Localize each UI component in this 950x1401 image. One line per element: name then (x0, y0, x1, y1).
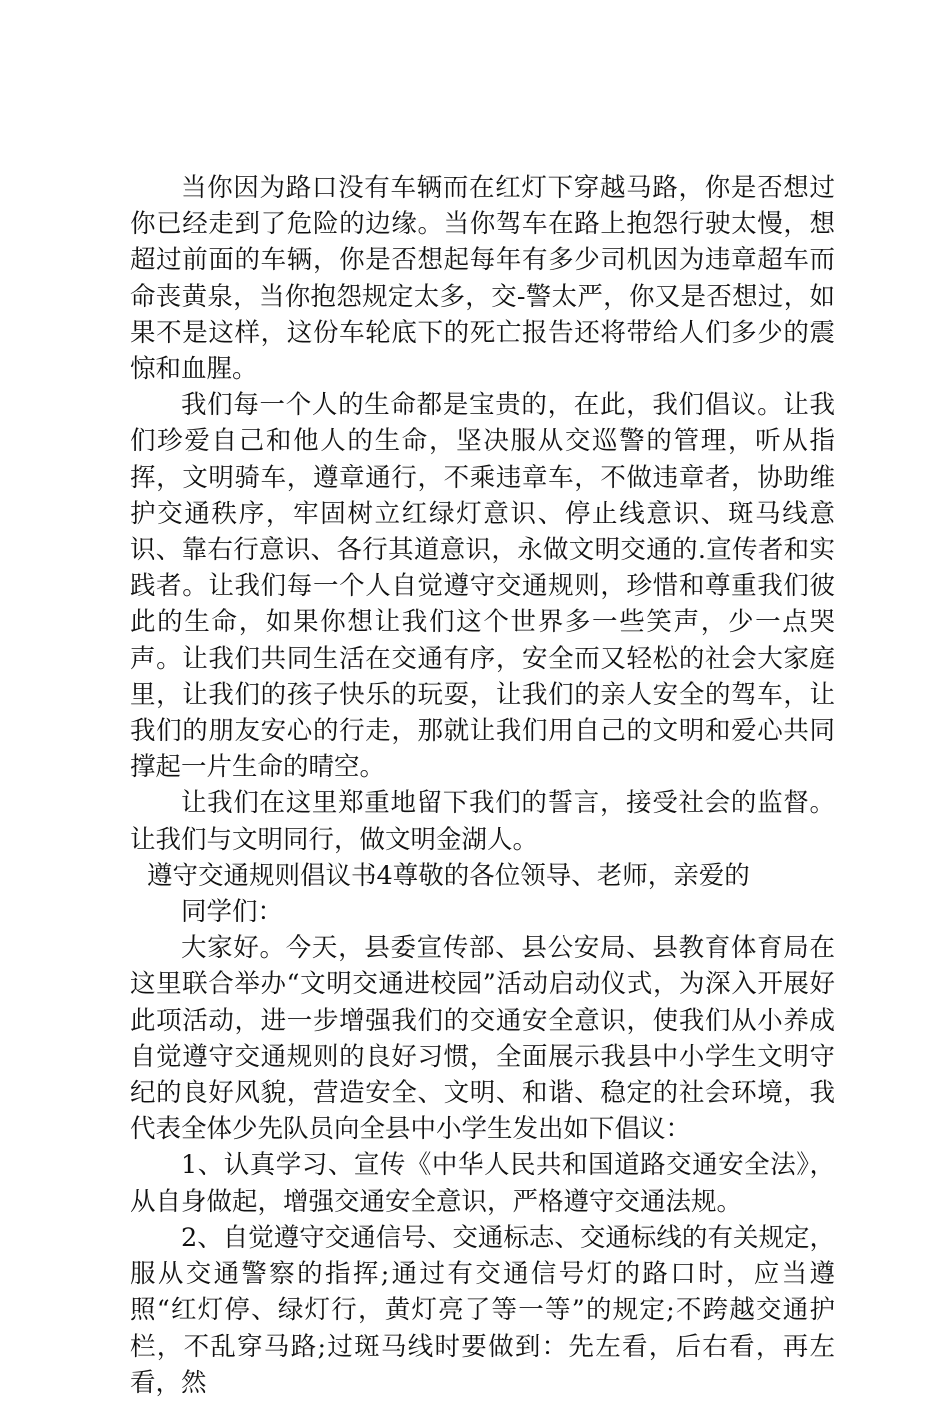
document-page (130, 170, 835, 1401)
proposal-heading: 遵守交通规则倡议书4尊敬的各位领导、老师，亲爱的 (147, 860, 750, 891)
paragraph-red-light: 当你因为路口没有车辆而在红灯下穿越马路，你是否想过你已经走到了危险的边缘。当你驾车在路上抱怨行驶太慢，想超过前面的车辆，你是否想起每年有多少司机因为违章超车而命丧黄泉，当你抱怨规定太多，交-警太严，你又是否想过，如果不是这样，这份车轮底下的死亡报告还将带给人们多少的震惊和血腥。 (130, 173, 835, 385)
salutation: 同学们： (181, 897, 284, 928)
list-item-1: 1、认真学习、宣传《中华人民共和国道路交通安全法》，从自身做起，增强交通安全意识，严格遵守交通法规。 (130, 1150, 835, 1217)
paragraph-greeting: 大家好。今天，县委宣传部、县公安局、县教育体育局在这里联合举办“文明交通进校园”活动启动仪式，为深入开展好此项活动，进一步增强我们的交通安全意识，使我们从小养成自觉遵守交通规则的良好习惯，全面展示我县中小学生文明守纪的良好风貌，营造安全、文明、和谐、稳定的社会环境，我代表全体少先队员向全县中小学生发出如下倡议： (130, 933, 835, 1145)
list-item-2: 2、自觉遵守交通信号、交通标志、交通标线的有关规定，服从交通警察的指挥;通过有交通信号灯的路口时，应当遵照“红灯停、绿灯行，黄灯亮了等一等”的规定;不跨越交通护栏，不乱穿马路;过斑马线时要做到：先左看，后右看，再左看，然 (130, 1222, 835, 1398)
paragraph-pledge: 让我们在这里郑重地留下我们的誓言，接受社会的监督。让我们与文明同行，做文明金湖人。 (130, 788, 835, 855)
paragraph-proposal: 我们每一个人的生命都是宝贵的，在此，我们倡议。让我们珍爱自己和他人的生命，坚决服从交巡警的管理，听从指挥，文明骑车，遵章通行，不乘违章车，不做违章者，协助维护交通秩序，牢固树立红绿灯意识、停止线意识、斑马线意识、靠右行意识、各行其道意识，永做文明交通的.宣传者和实践者。让我们每一个人自觉遵守交通规则，珍惜和尊重我们彼此的生命，如果你想让我们这个世界多一些笑声，少一点哭声。让我们共同生活在交通有序，安全而又轻松的社会大家庭里，让我们的孩子快乐的玩耍，让我们的亲人安全的驾车，让我们的朋友安心的行走，那就让我们用自己的文明和爱心共同撑起一片生命的晴空。 (130, 390, 835, 783)
